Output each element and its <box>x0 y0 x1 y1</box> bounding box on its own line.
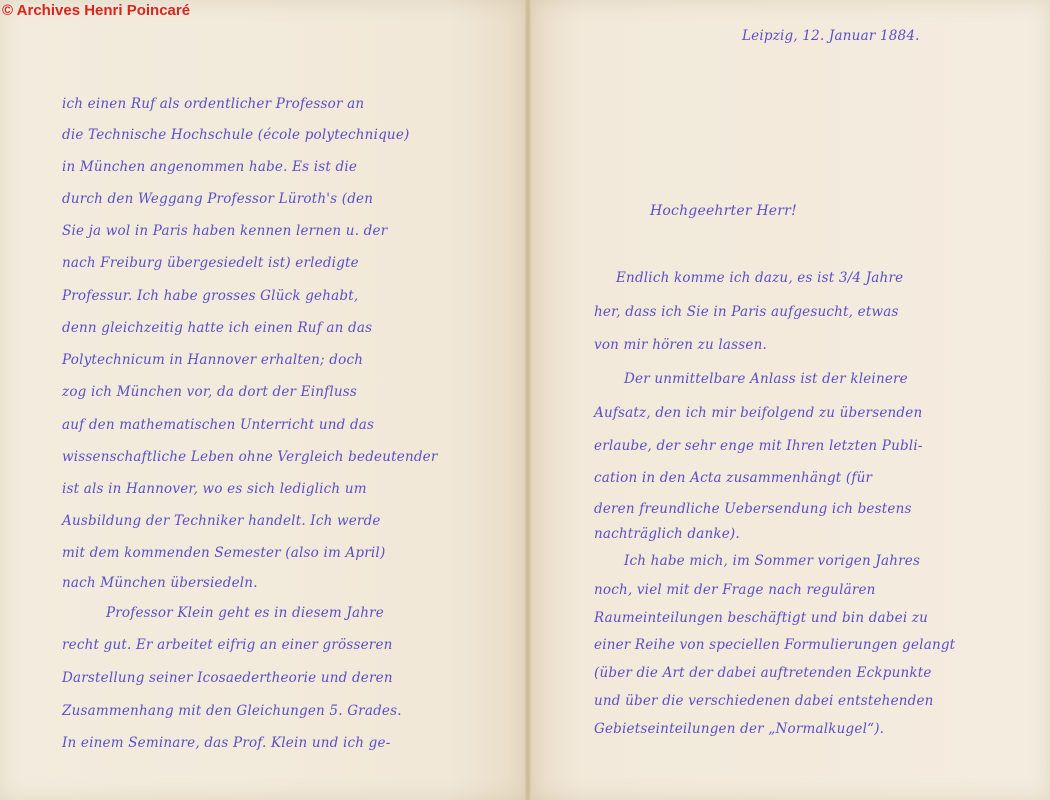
handwritten-line: Aufsatz, den ich mir beifolgend zu übersenden <box>594 405 923 421</box>
handwritten-line: deren freundliche Uebersendung ich bestens <box>594 501 912 517</box>
letter-salutation: Hochgeehrter Herr! <box>650 203 797 219</box>
handwritten-line: In einem Seminare, das Prof. Klein und ich ge- <box>62 735 391 751</box>
handwritten-line: ist als in Hannover, wo es sich lediglich um <box>62 481 367 497</box>
handwritten-line: Polytechnicum in Hannover erhalten; doch <box>62 352 364 368</box>
handwritten-line: und über die verschiedenen dabei entstehenden <box>594 693 934 709</box>
handwritten-line: Der unmittelbare Anlass ist der kleinere <box>624 371 908 387</box>
handwritten-line: mit dem kommenden Semester (also im April) <box>62 545 386 561</box>
handwritten-line: in München angenommen habe. Es ist die <box>62 159 358 175</box>
left-page-text <box>62 0 522 800</box>
handwritten-line: recht gut. Er arbeitet eifrig an einer grösseren <box>62 637 393 653</box>
handwritten-line: Endlich komme ich dazu, es ist 3/4 Jahre <box>616 270 904 286</box>
page-fold <box>525 0 531 800</box>
handwritten-line: nachträglich danke). <box>594 526 740 542</box>
handwritten-line: her, dass ich Sie in Paris aufgesucht, etwas <box>594 304 899 320</box>
handwritten-line: auf den mathematischen Unterricht und das <box>62 417 375 433</box>
handwritten-line: Zusammenhang mit den Gleichungen 5. Grades. <box>62 703 402 719</box>
handwritten-line: denn gleichzeitig hatte ich einen Ruf an das <box>62 320 373 336</box>
handwritten-line: (über die Art der dabei auftretenden Eckpunkte <box>594 665 932 681</box>
letter-dateline: Leipzig, 12. Januar 1884. <box>742 28 920 44</box>
handwritten-line: cation in den Acta zusammenhängt (für <box>594 470 873 486</box>
handwritten-line: Professur. Ich habe grosses Glück gehabt, <box>62 288 359 304</box>
handwritten-line: zog ich München vor, da dort der Einfluss <box>62 384 358 400</box>
handwritten-line: ich einen Ruf als ordentlicher Professor an <box>62 96 365 112</box>
handwritten-line: nach Freiburg übergesiedelt ist) erledigte <box>62 255 359 271</box>
handwritten-line: durch den Weggang Professor Lüroth's (den <box>62 191 374 207</box>
right-page-text <box>594 0 1046 800</box>
handwritten-line: die Technische Hochschule (école polytechnique) <box>62 127 410 143</box>
handwritten-line: wissenschaftliche Leben ohne Vergleich bedeutender <box>62 449 438 465</box>
handwritten-line: Raumeinteilungen beschäftigt und bin dabei zu <box>594 610 929 626</box>
archive-watermark: © Archives Henri Poincaré <box>2 2 191 19</box>
handwritten-line: Sie ja wol in Paris haben kennen lernen u. der <box>62 223 388 239</box>
handwritten-line: von mir hören zu lassen. <box>594 337 767 353</box>
handwritten-line: erlaube, der sehr enge mit Ihren letzten Publi- <box>594 438 923 454</box>
handwritten-line: einer Reihe von speciellen Formulierungen gelangt <box>594 637 956 653</box>
handwritten-line: Darstellung seiner Icosaedertheorie und deren <box>62 670 393 686</box>
handwritten-line: Ich habe mich, im Sommer vorigen Jahres <box>624 553 921 569</box>
handwritten-line: Ausbildung der Techniker handelt. Ich werde <box>62 513 381 529</box>
handwritten-line: nach München übersiedeln. <box>62 575 258 591</box>
handwritten-line: Gebietseinteilungen der „Normalkugel“). <box>594 721 885 737</box>
handwritten-line: noch, viel mit der Frage nach regulären <box>594 582 876 598</box>
handwritten-line: Professor Klein geht es in diesem Jahre <box>106 605 384 621</box>
